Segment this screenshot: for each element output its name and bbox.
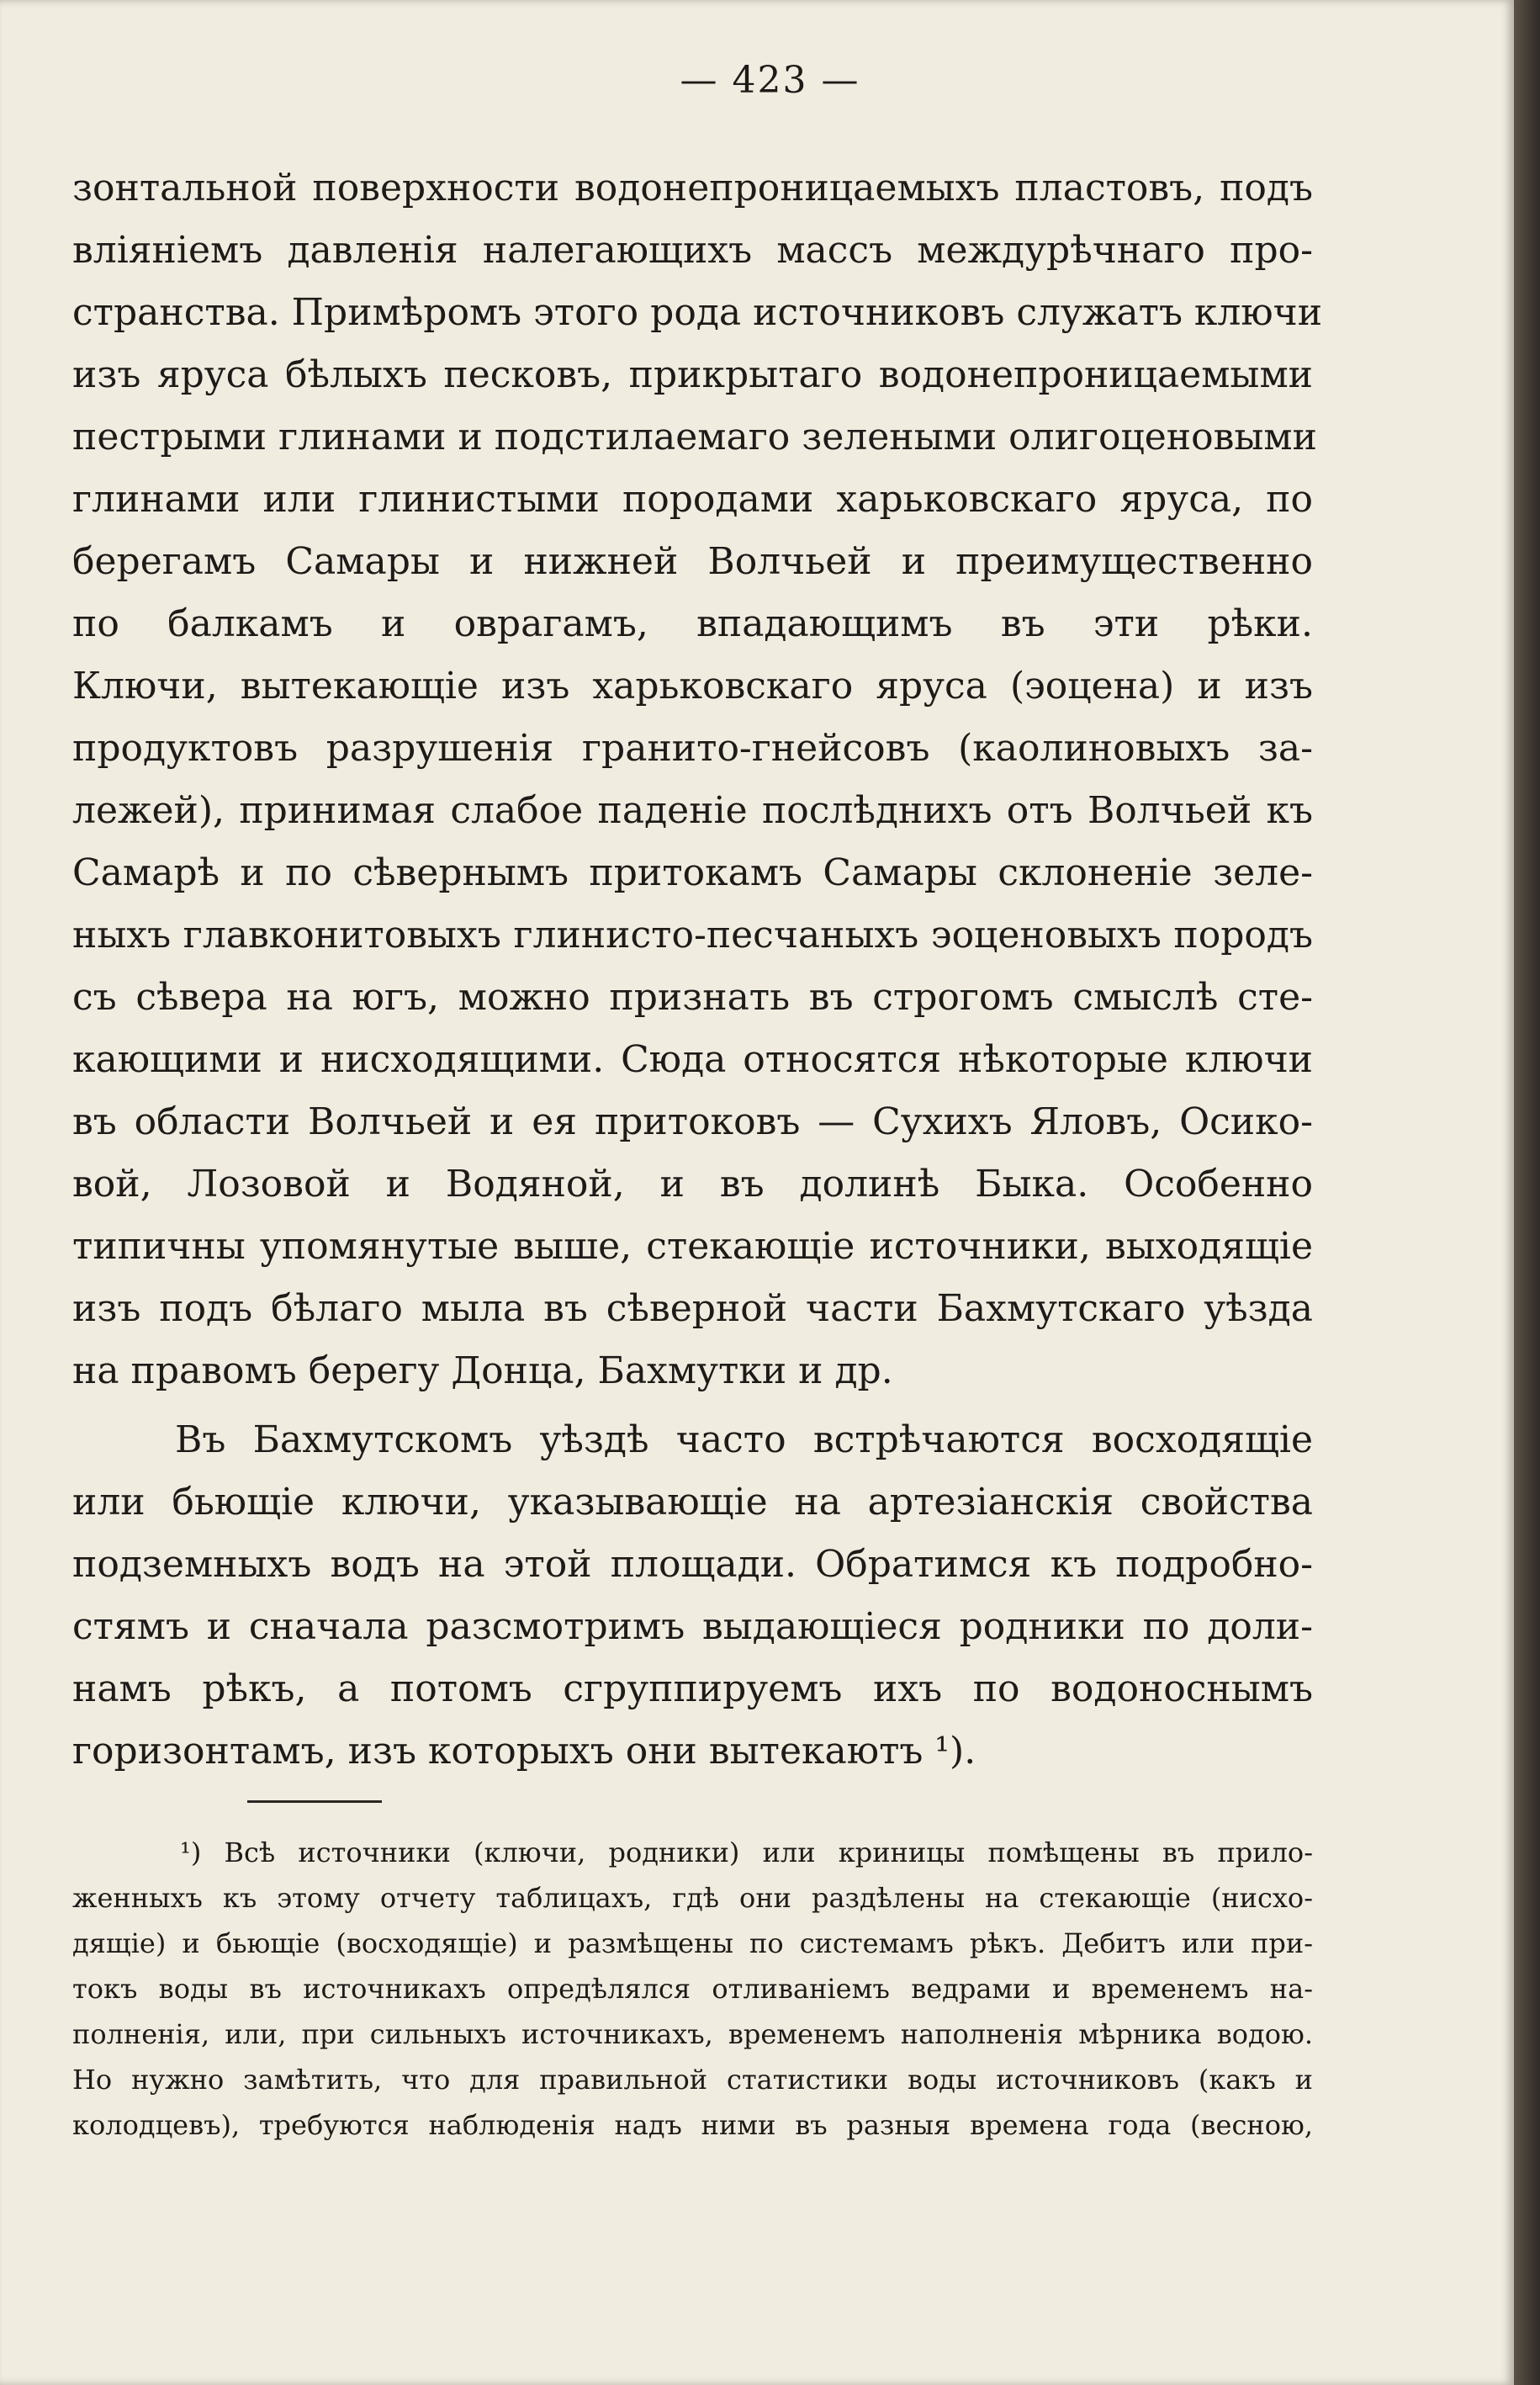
text-line: на правомъ берегу Донца, Бахмутки и др. — [72, 1349, 893, 1392]
text-line: намъ рѣкъ, а потомъ сгруппируемъ ихъ по водоноснымъ — [72, 1667, 1313, 1710]
text-line: стямъ и сначала разсмотримъ выдающіеся родники по доли- — [72, 1605, 1313, 1648]
text-line: изъ яруса бѣлыхъ песковъ, прикрытаго водонепроницаемыми — [72, 353, 1313, 396]
footnote — [72, 1830, 1313, 2148]
main-text — [72, 157, 1323, 1783]
footnote-line: Но нужно замѣтить, что для правильной статистики воды источниковъ (какъ и — [72, 2064, 1313, 2096]
footnote-line: ¹) Всѣ источники (ключи, родники) или криницы помѣщены въ прило- — [180, 1836, 1313, 1868]
text-line: Самарѣ и по сѣвернымъ притокамъ Самары склоненіе зеле- — [72, 851, 1313, 894]
text-line: странства. Примѣромъ этого рода источниковъ служатъ ключи — [72, 291, 1323, 334]
text-line: зонтальной поверхности водонепроницаемыхъ пластовъ, подъ — [72, 167, 1313, 209]
page-edge-shadow — [1514, 0, 1540, 2385]
text-line: берегамъ Самары и нижней Волчьей и преимущественно — [72, 540, 1313, 583]
text-line: Ключи, вытекающіе изъ харьковскаго яруса (эоцена) и изъ — [72, 665, 1313, 708]
footnote-line: полненія, или, при сильныхъ источникахъ, временемъ наполненія мѣрника водою. — [72, 2018, 1313, 2050]
text-line: изъ подъ бѣлаго мыла въ сѣверной части Бахмутскаго уѣзда — [72, 1287, 1313, 1330]
text-line: Въ Бахмутскомъ уѣздѣ часто встрѣчаются восходящіе — [175, 1418, 1313, 1461]
text-line: типичны упомянутые выше, стекающіе источники, выходящіе — [72, 1225, 1313, 1268]
text-line: вой, Лозовой и Водяной, и въ долинѣ Быка. Особенно — [72, 1163, 1313, 1206]
paragraph-2 — [72, 1409, 1313, 1783]
text-line: глинами или глинистыми породами харьковскаго яруса, по — [72, 478, 1313, 521]
footnote-line: женныхъ къ этому отчету таблицахъ, гдѣ они раздѣлены на стекающіе (нисхо- — [72, 1882, 1313, 1914]
text-line: кающими и нисходящими. Сюда относятся нѣкоторые ключи — [72, 1038, 1313, 1081]
text-line: продуктовъ разрушенія гранито-гнейсовъ (каолиновыхъ за- — [72, 727, 1313, 770]
footnote-line: колодцевъ), требуются наблюденія надъ ними въ разныя времена года (весною, — [72, 2109, 1313, 2141]
text-line: пестрыми глинами и подстилаемаго зелеными олигоценовыми — [72, 416, 1317, 458]
text-line: лежей), принимая слабое паденіе послѣднихъ отъ Волчьей къ — [72, 789, 1313, 832]
text-line: вліяніемъ давленія налегающихъ массъ междурѣчнаго про- — [72, 229, 1313, 272]
paragraph-1 — [72, 157, 1323, 1402]
footnote-divider — [247, 1800, 382, 1803]
text-line: съ сѣвера на югъ, можно признать въ строгомъ смыслѣ сте- — [72, 976, 1313, 1019]
text-line: въ области Волчьей и ея притоковъ — Сухихъ Яловъ, Осико- — [72, 1100, 1313, 1143]
text-line: подземныхъ водъ на этой площади. Обратимся къ подробно- — [72, 1543, 1313, 1586]
text-line: горизонтамъ, изъ которыхъ они вытекаютъ ¹). — [72, 1730, 976, 1773]
text-line: ныхъ главконитовыхъ глинисто-песчаныхъ эоценовыхъ породъ — [72, 914, 1313, 957]
footnote-line: токъ воды въ источникахъ опредѣлялся отливаніемъ ведрами и временемъ на- — [72, 1973, 1313, 2005]
page-number: — 423 — — [680, 59, 860, 102]
text-line: по балкамъ и оврагамъ, впадающимъ въ эти рѣки. — [72, 602, 1313, 645]
text-line: или бьющіе ключи, указывающіе на артезіанскія свойства — [72, 1481, 1313, 1524]
footnote-line: дящіе) и бьющіе (восходящіе) и размѣщены по системамъ рѣкъ. Дебитъ или при- — [72, 1927, 1313, 1959]
